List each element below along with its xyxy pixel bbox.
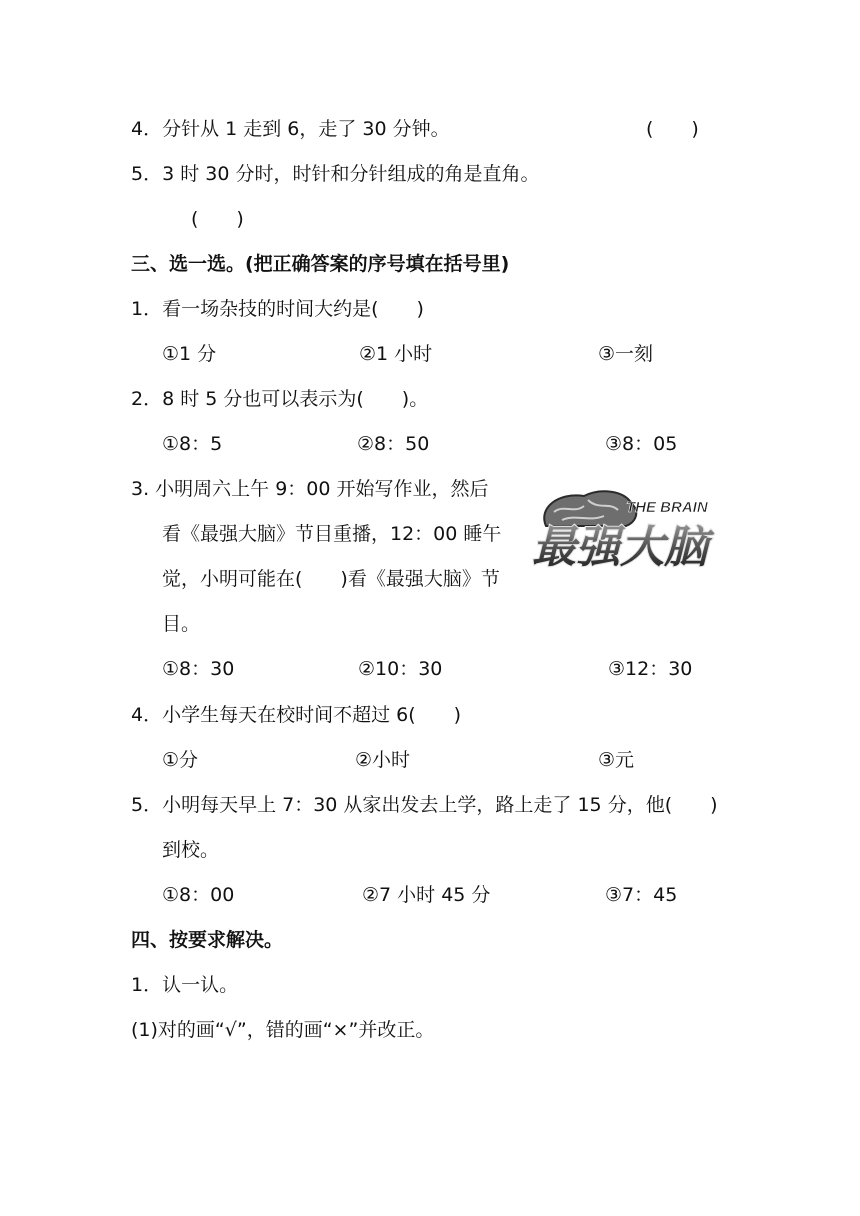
choice-q5-option-1[interactable]: ①8：00	[162, 884, 235, 906]
the-brain-logo	[528, 486, 720, 574]
choice-q5-line-2: 到校。	[162, 839, 220, 861]
logo-text-main: 最强大脑	[532, 522, 708, 573]
choice-q4-option-3[interactable]: ③元	[598, 749, 635, 771]
judge-q4-text: 4．分针从 1 走到 6，走了 30 分钟。	[131, 118, 450, 140]
choice-q3-line-1: 3. 小明周六上午 9：00 开始写作业，然后	[131, 478, 489, 500]
choice-q3-option-3[interactable]: ③12：30	[608, 658, 693, 680]
section4-q1: 1．认一认。	[131, 974, 239, 996]
choice-q2-option-3[interactable]: ③8：05	[605, 433, 678, 455]
choice-q3-option-2[interactable]: ②10：30	[358, 658, 443, 680]
judge-q5-answer-paren[interactable]: ( )	[191, 208, 244, 230]
judge-q5-text: 5．3 时 30 分时，时针和分针组成的角是直角。	[131, 163, 540, 185]
choice-q2-text: 2．8 时 5 分也可以表示为( )。	[131, 388, 429, 410]
choice-q3-line-4: 目。	[162, 613, 201, 635]
section4-heading: 四、按要求解决。	[131, 929, 284, 951]
choice-q1-option-3[interactable]: ③一刻	[598, 343, 654, 365]
choice-q2-option-2[interactable]: ②8：50	[357, 433, 430, 455]
choice-q3-line-2: 看《最强大脑》节目重播，12：00 睡午	[162, 523, 502, 545]
choice-q3-line-3: 觉，小明可能在( )看《最强大脑》节	[162, 568, 500, 590]
choice-q5-line-1: 5．小明每天早上 7：30 从家出发去上学，路上走了 15 分，他( )	[131, 794, 718, 816]
section3-heading: 三、选一选。(把正确答案的序号填在括号里)	[131, 253, 510, 275]
choice-q5-option-2[interactable]: ②7 小时 45 分	[362, 884, 491, 906]
choice-q1-option-1[interactable]: ①1 分	[162, 343, 217, 365]
choice-q4-text: 4．小学生每天在校时间不超过 6( )	[131, 704, 462, 726]
judge-q4-answer-paren[interactable]: ( )	[646, 118, 699, 140]
choice-q1-text: 1．看一场杂技的时间大约是( )	[131, 298, 424, 320]
choice-q4-option-1[interactable]: ①分	[162, 749, 199, 771]
choice-q2-option-1[interactable]: ①8：5	[162, 433, 223, 455]
section4-q1-sub1: (1)对的画“√”，错的画“×”并改正。	[131, 1019, 435, 1041]
choice-q3-option-1[interactable]: ①8：30	[162, 658, 235, 680]
choice-q4-option-2[interactable]: ②小时	[355, 749, 411, 771]
logo-text-top: THE BRAIN	[626, 499, 708, 516]
choice-q1-option-2[interactable]: ②1 小时	[359, 343, 433, 365]
choice-q5-option-3[interactable]: ③7：45	[605, 884, 678, 906]
